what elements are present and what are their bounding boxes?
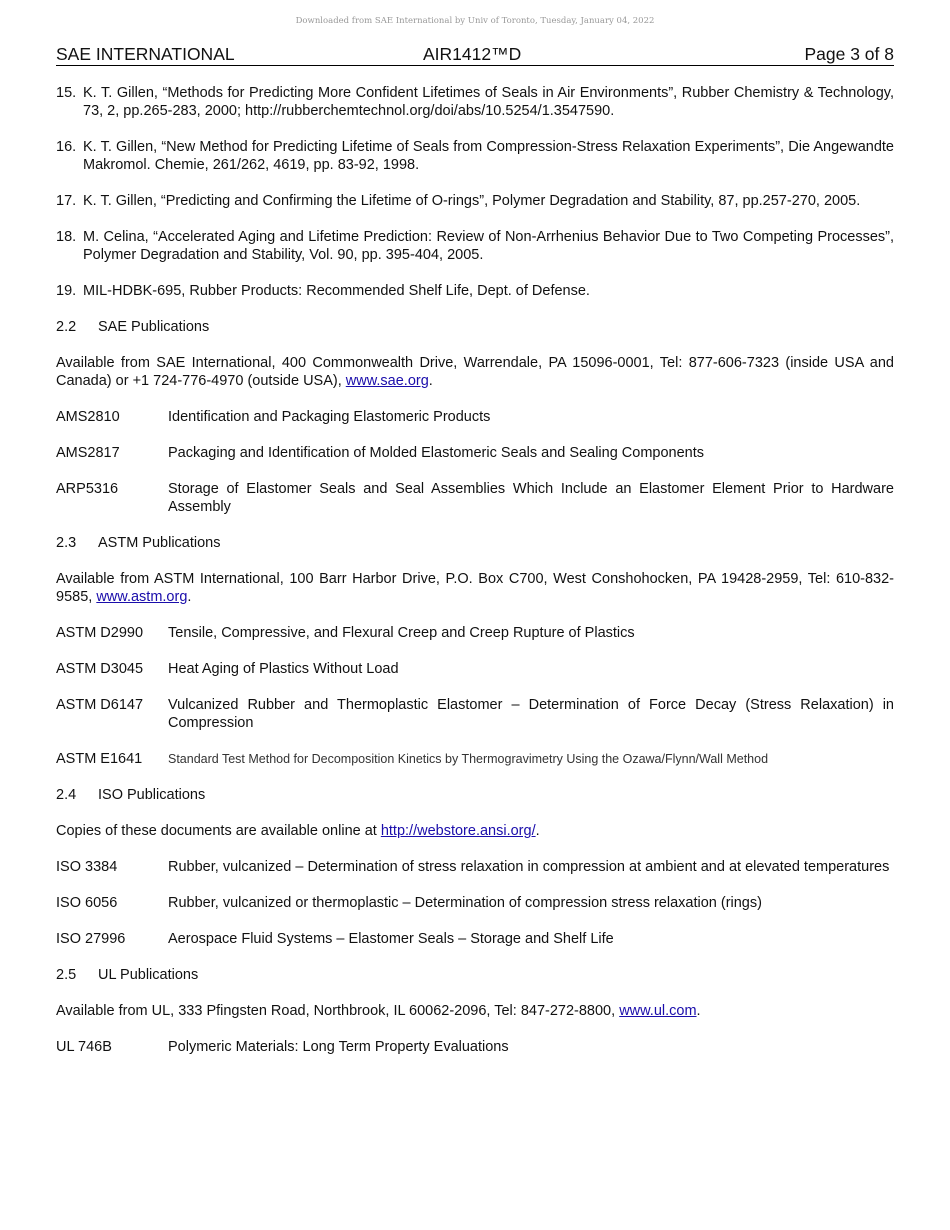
period: . — [428, 373, 433, 389]
section-heading-ul — [56, 966, 894, 984]
doc-entry — [56, 624, 894, 642]
reference-item — [56, 192, 894, 210]
doc-code: ISO 3384 — [56, 859, 118, 875]
doc-entry — [56, 750, 894, 768]
section-number: 2.5 — [56, 967, 77, 983]
doc-entry — [56, 444, 894, 462]
section-heading-iso — [56, 786, 894, 804]
doc-title: Heat Aging of Plastics Without Load — [168, 661, 399, 677]
reference-number: 19. — [56, 283, 77, 299]
period: . — [187, 589, 192, 605]
download-banner: Downloaded from SAE International by Univ of Toronto, Tuesday, January 04, 2022 — [295, 16, 655, 26]
doc-title: Standard Test Method for Decomposition Kinetics by Thermogravimetry Using the Ozawa/Flynn/Wall Method — [168, 752, 769, 766]
doc-code: ARP5316 — [56, 481, 119, 497]
section-title: ISO Publications — [98, 787, 206, 803]
doc-code: ISO 6056 — [56, 895, 118, 911]
ansi-link[interactable]: http://webstore.ansi.org/ — [380, 823, 536, 839]
header-doc-number: AIR1412™D — [423, 44, 522, 64]
doc-entry — [56, 894, 894, 912]
page-content — [56, 84, 894, 1074]
doc-code: ASTM D2990 — [56, 625, 144, 641]
section-title: SAE Publications — [98, 319, 210, 335]
doc-entry — [56, 696, 894, 732]
doc-title: Polymeric Materials: Long Term Property Evaluations — [168, 1039, 509, 1055]
reference-number: 15. — [56, 85, 77, 101]
doc-code: UL 746B — [56, 1039, 112, 1055]
reference-text: MIL-HDBK-695, Rubber Products: Recommended Shelf Life, Dept. of Defense. — [83, 283, 590, 299]
doc-code: ASTM D3045 — [56, 661, 144, 677]
doc-code: AMS2810 — [56, 409, 120, 425]
section-number: 2.2 — [56, 319, 77, 335]
sae-link[interactable]: www.sae.org — [345, 373, 429, 389]
reference-number: 16. — [56, 139, 77, 155]
header-page-number: Page 3 of 8 — [804, 44, 894, 64]
doc-entry — [56, 1038, 894, 1056]
reference-item — [56, 84, 894, 120]
doc-title: Packaging and Identification of Molded Elastomeric Seals and Sealing Components — [168, 445, 705, 461]
section-heading-sae — [56, 318, 894, 336]
section-title: ASTM Publications — [98, 535, 221, 551]
availability-text: Available from ASTM International, 100 Barr Harbor Drive, P.O. Box C700, West Conshohocken, PA 19428-2959, Tel: 610-832-9585, — [56, 571, 894, 605]
doc-title: Rubber, vulcanized – Determination of stress relaxation in compression at ambient and at elevated temperatures — [168, 859, 890, 875]
availability-text: Copies of these documents are available online at — [56, 823, 381, 839]
doc-code: ISO 27996 — [56, 931, 126, 947]
period: . — [696, 1003, 701, 1019]
doc-entry — [56, 408, 894, 426]
reference-item — [56, 138, 894, 174]
section-heading-astm — [56, 534, 894, 552]
reference-number: 18. — [56, 229, 77, 245]
reference-text: K. T. Gillen, “Methods for Predicting More Confident Lifetimes of Seals in Air Environments”, Rubber Chemistry & Technology, 73, 2, pp.265-283, 2000; http://rubberchemtechnol.org/doi/abs/10.5254/1.3547590. — [83, 85, 894, 119]
reference-number: 17. — [56, 193, 77, 209]
doc-title: Storage of Elastomer Seals and Seal Assemblies Which Include an Elastomer Element Prior to Hardware Assembly — [168, 481, 894, 515]
availability-astm — [56, 570, 894, 606]
reference-text: M. Celina, “Accelerated Aging and Lifetime Prediction: Review of Non-Arrhenius Behavior Due to Two Competing Processes”, Polymer Degradation and Stability, Vol. 90, pp. 395-404, 2005. — [83, 229, 894, 263]
doc-title: Tensile, Compressive, and Flexural Creep and Creep Rupture of Plastics — [168, 625, 635, 641]
doc-code: AMS2817 — [56, 445, 120, 461]
availability-ul — [56, 1002, 894, 1020]
page-header — [56, 44, 894, 66]
availability-sae — [56, 354, 894, 390]
reference-text: K. T. Gillen, “New Method for Predicting Lifetime of Seals from Compression-Stress Relaxation Experiments”, Die Angewandte Makromol. Chemie, 261/262, 4619, pp. 83-92, 1998. — [83, 139, 894, 173]
availability-text: Available from SAE International, 400 Commonwealth Drive, Warrendale, PA 15096-0001, Tel: 877-606-7323 (inside USA and Canada) or +1 724-776-4970 (outside USA), — [56, 355, 894, 389]
section-title: UL Publications — [98, 967, 199, 983]
astm-link[interactable]: www.astm.org — [96, 589, 188, 605]
doc-title: Identification and Packaging Elastomeric Products — [168, 409, 491, 425]
section-number: 2.3 — [56, 535, 77, 551]
period: . — [535, 823, 540, 839]
doc-entry — [56, 660, 894, 678]
doc-title: Aerospace Fluid Systems – Elastomer Seals – Storage and Shelf Life — [168, 931, 614, 947]
ul-link[interactable]: www.ul.com — [619, 1003, 697, 1019]
doc-entry — [56, 480, 894, 516]
header-org: SAE INTERNATIONAL — [56, 44, 235, 64]
availability-text: Available from UL, 333 Pfingsten Road, Northbrook, IL 60062-2096, Tel: 847-272-8800, — [56, 1003, 620, 1019]
doc-entry — [56, 858, 894, 876]
doc-code: ASTM D6147 — [56, 697, 144, 713]
reference-text: K. T. Gillen, “Predicting and Confirming the Lifetime of O-rings”, Polymer Degradation and Stability, 87, pp.257-270, 2005. — [83, 193, 861, 209]
reference-item — [56, 282, 894, 300]
section-number: 2.4 — [56, 787, 77, 803]
doc-entry — [56, 930, 894, 948]
reference-item — [56, 228, 894, 264]
availability-iso — [56, 822, 894, 840]
doc-title: Rubber, vulcanized or thermoplastic – Determination of compression stress relaxation (rings) — [168, 895, 762, 911]
doc-code: ASTM E1641 — [56, 751, 143, 767]
doc-title: Vulcanized Rubber and Thermoplastic Elastomer – Determination of Force Decay (Stress Relaxation) in Compression — [168, 697, 894, 731]
